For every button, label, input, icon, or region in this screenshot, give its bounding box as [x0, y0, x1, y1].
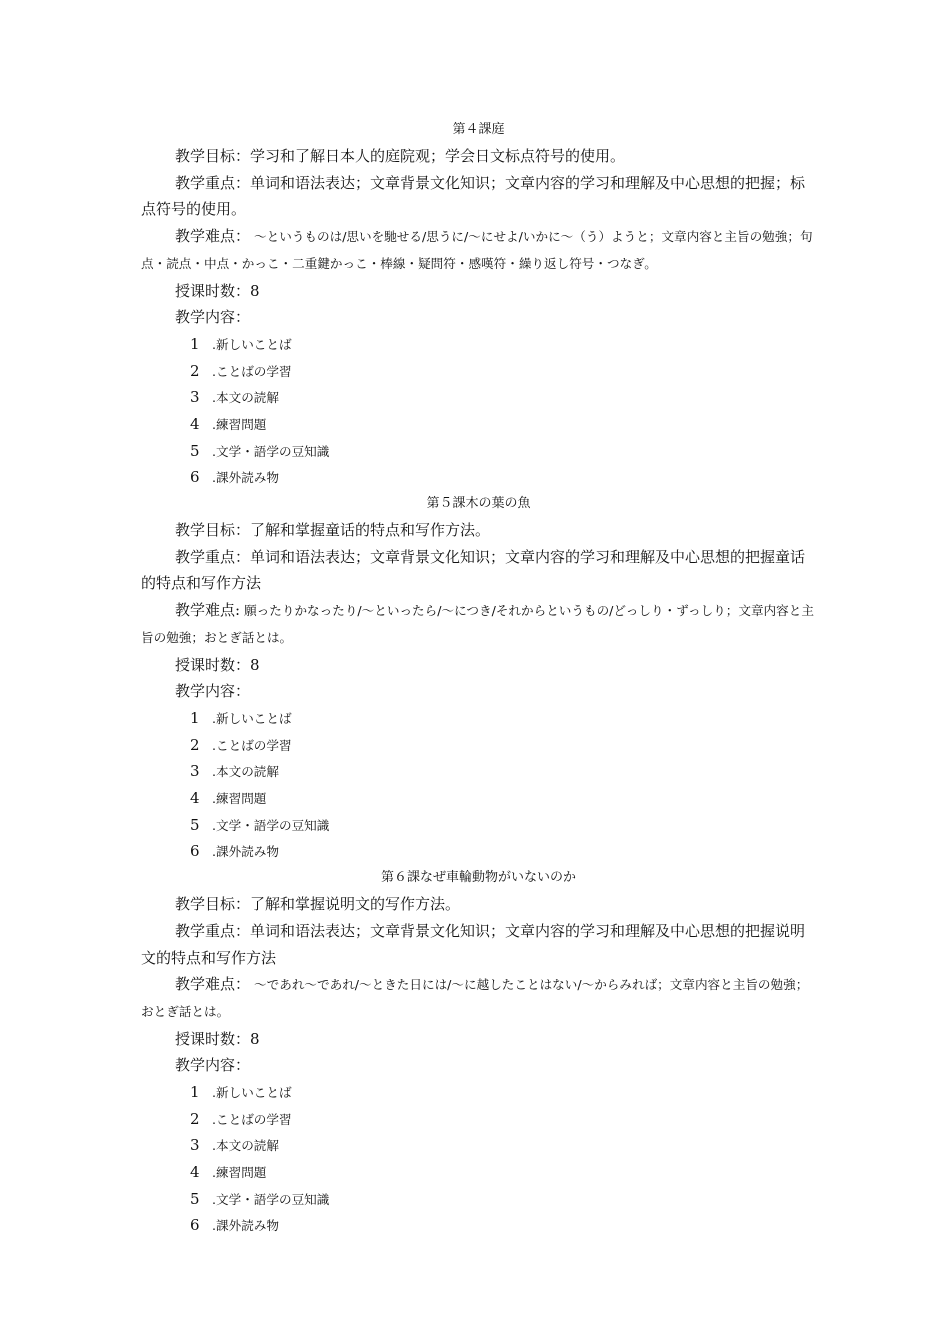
item-text: .課外読み物: [212, 1218, 279, 1234]
document-page: [141, 117, 816, 1239]
teaching-content-label: 教学内容：: [175, 308, 251, 327]
item-number: 2: [190, 735, 200, 754]
list-item: [141, 438, 816, 465]
list-item: [141, 732, 816, 759]
list-item: [141, 1159, 816, 1186]
teaching-content-label: 教学内容：: [175, 1056, 251, 1075]
list-item: [141, 331, 816, 358]
teaching-goal: 教学目标：学习和了解日本人的庭院观；学会日文标点符号的使用。: [175, 147, 626, 165]
content-list: [141, 1079, 816, 1239]
list-item: [141, 411, 816, 438]
item-number: 3: [190, 762, 200, 781]
difficulty-label: 教学难点：: [175, 975, 251, 994]
item-number: 3: [190, 1136, 200, 1155]
teaching-hours: 授课时数：8: [175, 1029, 260, 1048]
item-number: 5: [190, 815, 200, 834]
item-text: .課外読み物: [212, 470, 279, 486]
list-item: [141, 358, 816, 385]
difficulty-label: 教学难点:: [175, 601, 241, 620]
list-item: [141, 1212, 816, 1239]
item-text: .ことばの学習: [212, 737, 292, 753]
list-item: [141, 785, 816, 812]
teaching-difficulty: [141, 223, 816, 277]
item-text: .文学・語学の豆知識: [212, 1191, 330, 1207]
difficulty-label: 教学难点：: [175, 227, 251, 246]
item-number: 3: [190, 388, 200, 407]
lesson-5: [141, 491, 816, 865]
difficulty-text: ～であれ～であれ/～ときた日には/～に越したことはない/～からみれば；文章内容と主旨の勉強；おとぎ話とは。: [141, 977, 809, 1019]
lesson-4: [141, 117, 816, 491]
list-item: [141, 1106, 816, 1133]
item-text: .ことばの学習: [212, 363, 292, 379]
item-number: 4: [190, 414, 200, 433]
lesson-title: 第４課庭: [452, 122, 505, 137]
item-number: 6: [190, 468, 200, 487]
item-number: 2: [190, 361, 200, 380]
item-text: .新しいことば: [212, 336, 292, 352]
list-item: [141, 1132, 816, 1159]
item-text: .練習問題: [212, 1165, 267, 1181]
item-text: .本文の読解: [212, 390, 279, 406]
item-number: 4: [190, 1163, 200, 1182]
item-number: 1: [190, 1083, 200, 1102]
list-item: [141, 838, 816, 865]
item-text: .文学・語学の豆知識: [212, 817, 330, 833]
teaching-content-label: 教学内容：: [175, 682, 251, 701]
item-number: 2: [190, 1109, 200, 1128]
difficulty-text: 願ったりかなったり/～といったら/～につき/それからというもの/どっしり・ずっしり；文章内容と主旨の勉強；おとぎ話とは。: [141, 603, 814, 645]
item-text: .本文の読解: [212, 764, 279, 780]
item-number: 6: [190, 1216, 200, 1235]
item-number: 1: [190, 334, 200, 353]
item-text: .練習問題: [212, 791, 267, 807]
teaching-focus: 教学重点：单词和语法表达；文章背景文化知识；文章内容的学习和理解及中心思想的把握；标点符号的使用。: [141, 173, 806, 219]
list-item: [141, 812, 816, 839]
teaching-difficulty: [141, 971, 816, 1025]
teaching-goal: 教学目标：了解和掌握说明文的写作方法。: [175, 895, 461, 914]
item-number: 6: [190, 842, 200, 861]
list-item: [141, 758, 816, 785]
item-text: .文学・語学の豆知識: [212, 443, 330, 459]
item-text: .課外読み物: [212, 844, 279, 860]
item-text: .ことばの学習: [212, 1111, 292, 1127]
item-number: 4: [190, 789, 200, 808]
lesson-title: 第５課木の葉の魚: [426, 496, 531, 512]
teaching-hours: 授课时数：8: [175, 655, 260, 674]
difficulty-text: ～というものは/思いを馳せる/思うに/～にせよ/いかに～（う）ようと；文章内容と主旨の勉強；句点・読点・中点・かっこ・二重鍵かっこ・棒線・疑問符・感嘆符・繰り返し符号・つなぎ。: [141, 229, 813, 271]
item-number: 5: [190, 1189, 200, 1208]
item-text: .練習問題: [212, 416, 267, 432]
teaching-goal: 教学目标：了解和掌握童话的特点和写作方法。: [175, 521, 491, 540]
list-item: [141, 384, 816, 411]
item-text: .本文の読解: [212, 1138, 279, 1154]
list-item: [141, 1079, 816, 1106]
lesson-6: [141, 865, 816, 1239]
item-number: 1: [190, 708, 200, 727]
content-list: [141, 705, 816, 865]
list-item: [141, 464, 816, 491]
item-number: 5: [190, 441, 200, 460]
teaching-focus: 教学重点：单词和语法表达；文章背景文化知识；文章内容的学习和理解及中心思想的把握说明文的特点和写作方法: [141, 921, 806, 967]
lesson-title: 第６課なぜ車輪動物がいないのか: [380, 870, 576, 886]
list-item: [141, 705, 816, 732]
teaching-focus: 教学重点：单词和语法表达；文章背景文化知识；文章内容的学习和理解及中心思想的把握童话的特点和写作方法: [141, 547, 806, 593]
teaching-difficulty: [141, 597, 816, 651]
list-item: [141, 1186, 816, 1213]
item-text: .新しいことば: [212, 1085, 292, 1101]
content-list: [141, 331, 816, 491]
teaching-hours: 授课时数：8: [175, 281, 260, 300]
item-text: .新しいことば: [212, 710, 292, 726]
